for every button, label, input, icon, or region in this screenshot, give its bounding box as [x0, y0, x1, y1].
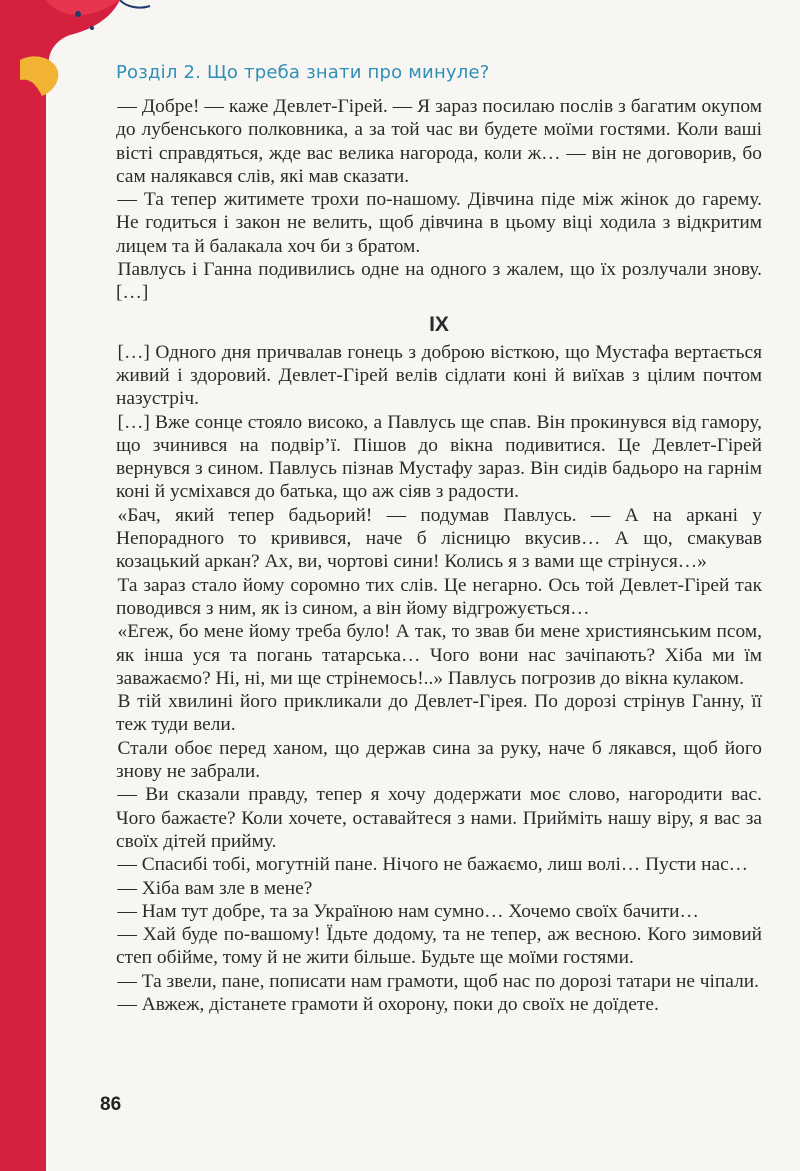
- paragraph: — Спасибі тобі, могутній пане. Нічого не бажаємо, лиш волі… Пусти нас…: [117, 854, 749, 876]
- paragraph: В тій хвилині його прикликали до Девлет-Гірея. По дорозі стрінув Ганну, її теж туди вели.: [116, 691, 762, 736]
- paragraph: — Нам тут добре, та за Україною нам сумно… Хочемо своїх бачити…: [117, 900, 699, 922]
- story-text: [116, 95, 762, 1016]
- page-number: 86: [100, 1094, 122, 1115]
- paragraph: — Ви сказали правду, тепер я хочу додержати моє слово, нагородити вас. Чого бажаєте? Коли хочете, оставайтеся з нами. Прийміть нашу віру, я вас за своїх дітей прийму.: [116, 784, 762, 852]
- paragraph: «Бач, який тепер бадьорий! — подумав Павлусь. — А на аркані у Непорадного то кривився, наче б лісницю вкусив… А що, смакував козацький аркан? Ах, ви, чортові сини! Колись я з вами ще стрінуся…»: [116, 504, 762, 573]
- red-side-strip: [0, 0, 46, 1171]
- paragraph: «Егеж, бо мене йому треба було! А так, то звав би мене християнським псом, як інша уся та погань татарська… Чого вони нас зачіпають? Хіба ми їм заважаємо? Ні, ні, ми ще стрінемось!..» Павлусь погрозив до вікна кулаком.: [116, 621, 762, 689]
- paragraph: Та зараз стало йому соромно тих слів. Це негарно. Ось той Девлет-Гірей так поводився з ним, як із сином, а він йому відгрожується…: [116, 574, 762, 619]
- paragraph: — Авжеж, дістанете грамоти й охорону, поки до своїх не доїдете.: [117, 993, 659, 1015]
- paragraph: Стали обоє перед ханом, що держав сина за руку, наче б лякався, щоб його знову не забрали.: [116, 737, 762, 783]
- paragraph: — Та тепер житимете трохи по-нашому. Дівчина піде між жінок до гарему. Не годиться і закон не велить, щоб дівчина в цьому віці ходила з відкритим лицем та й балакала хоч би з братом.: [116, 189, 762, 257]
- paragraph: […] Вже сонце стояло високо, а Павлусь ще спав. Він прокинувся від гамору, що зчинився на подвір’ї. Пішов до вікна подивитися. Це Девлет-Гірей вернувся з сином. Павлусь пізнав Мустафу зараз. Він сидів бадьоро на гарнім коні й усміхався до батька, що аж сіяв з радости.: [116, 411, 762, 503]
- paragraph: — Добре! — каже Девлет-Гірей. — Я зараз посилаю послів з багатим окупом до лубенського полковника, а за той час ви будете моїми гостями. Коли ваші вісті справдяться, жде вас велика нагорода, коли ж… — він не договорив, бо сам налякався слів, які мав сказати.: [116, 96, 762, 187]
- paragraph: — Та звели, пане, пописати нам грамоти, щоб нас по дорозі татари не чіпали.: [117, 970, 759, 992]
- paragraph: — Хай буде по-вашому! Їдьте додому, та не тепер, аж весною. Кого зимовий степ обійме, тому й не жити більше. Будьте ще моїми гостями.: [116, 924, 762, 969]
- paragraph: […] Одного дня причвалав гонець з доброю вісткою, що Мустафа вертається живий і здоровий. Девлет-Гірей велів сідлати коні й виїхав з цілим почтом назустріч.: [116, 341, 762, 410]
- section-heading: IX: [429, 312, 449, 336]
- decorative-corner-illustration: [0, 0, 160, 100]
- chapter-title: Розділ 2. Що треба знати про минуле?: [116, 62, 490, 83]
- paragraph: — Хіба вам зле в мене?: [117, 877, 313, 899]
- paragraph: Павлусь і Ганна подивились одне на одного з жалем, що їх розлучали знову. […]: [116, 259, 762, 304]
